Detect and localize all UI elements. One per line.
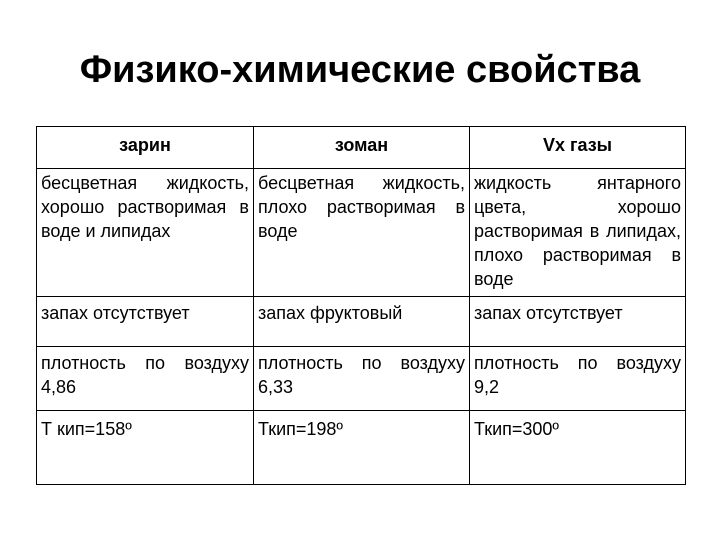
table-cell: бесцветная жидкость, хорошо растворимая в воде и липидах	[37, 169, 254, 297]
table-row-boiling-point	[37, 411, 686, 485]
table-row-density	[37, 347, 686, 411]
table-cell: жидкость янтарного цвета, хорошо растворимая в липидах, плохо растворимая в воде	[470, 169, 686, 297]
table-cell: запах фруктовый	[254, 297, 470, 347]
table-header-row	[37, 127, 686, 169]
table-cell: плотность по воздуху 4,86	[37, 347, 254, 411]
table-cell: плотность по воздуху 6,33	[254, 347, 470, 411]
table-cell: плотность по воздуху 9,2	[470, 347, 686, 411]
table-cell: бесцветная жидкость, плохо растворимая в воде	[254, 169, 470, 297]
column-header-soman: зоман	[254, 127, 470, 169]
table-row-smell	[37, 297, 686, 347]
table-cell: запах отсутствует	[37, 297, 254, 347]
table-cell: Т кип=158º	[37, 411, 254, 485]
properties-table	[36, 126, 686, 485]
column-header-sarin: зарин	[37, 127, 254, 169]
table-cell: запах отсутствует	[470, 297, 686, 347]
table-row-description	[37, 169, 686, 297]
table-cell: Ткип=300º	[470, 411, 686, 485]
slide-title: Физико-химические свойства	[79, 49, 641, 91]
table-cell: Ткип=198º	[254, 411, 470, 485]
column-header-vx: Vx газы	[470, 127, 686, 169]
